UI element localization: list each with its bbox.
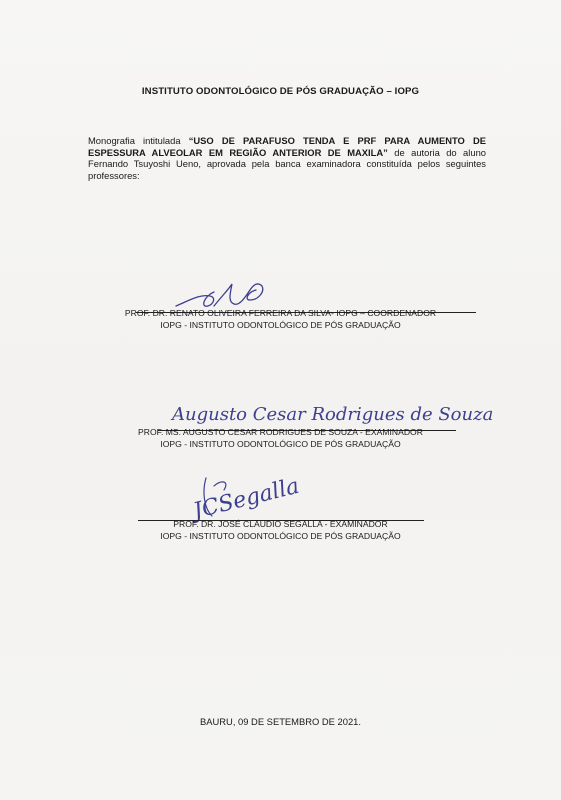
examiner-institution-1: IOPG - INSTITUTO ODONTOLÓGICO DE PÓS GRADUAÇÃO: [160, 320, 401, 330]
date-line: BAURU, 09 DE SETEMBRO DE 2021.: [200, 716, 361, 727]
examiner-institution-2: IOPG - INSTITUTO ODONTOLÓGICO DE PÓS GRADUAÇÃO: [160, 439, 401, 449]
monograph-title: “USO DE PARAFUSO TENDA E PRF PARA AUMENTO DE ESPESSURA ALVEOLAR EM REGIÃO ANTERIOR DE MAXILA”: [88, 135, 486, 158]
examiner-name-1: PROF. DR. RENATO OLIVEIRA FERREIRA DA SILVA- IOPG – COORDENADOR: [124, 308, 437, 318]
signature-3-mark: [184, 458, 324, 524]
examiner-name-3: PROF. DR. JOSÉ CLAUDIO SEGALLA - EXAMINADOR: [173, 519, 388, 529]
intro-suffix: de autoria do aluno Fernando Tsuyoshi Ueno, aprovada pela banca examinadora constituída pelos seguintes professores:: [88, 146, 486, 181]
examiner-institution-3: IOPG - INSTITUTO ODONTOLÓGICO DE PÓS GRADUAÇÃO: [160, 531, 401, 541]
approval-statement: [88, 135, 486, 181]
intro-prefix: Monografia intitulada: [88, 135, 189, 146]
signature-3: [184, 458, 324, 524]
institution-title: INSTITUTO ODONTOLÓGICO DE PÓS GRADUAÇÃO – IOPG: [141, 86, 420, 97]
examiner-name-2: PROF. MS. AUGUSTO CESAR RODRIGUES DE SOUZA - EXAMINADOR: [138, 427, 423, 437]
signature-3-script: JCSegalla: [190, 473, 302, 525]
signature-2-script: Augusto Cesar Rodrigues de Souza: [172, 404, 494, 425]
